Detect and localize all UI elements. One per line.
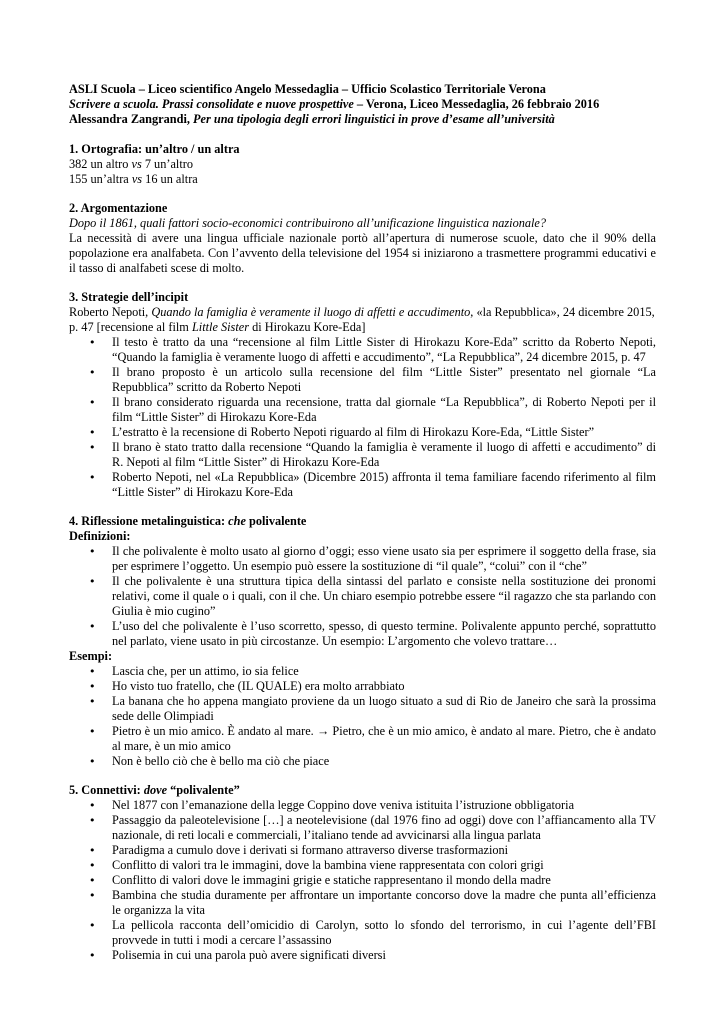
list-item: • Pietro è un mio amico. È andato al mare. → Pietro, che è un mio amico, è andato al mare. Pietro, che è andato al mare, è un mio amico	[69, 724, 656, 754]
definitions-label: Definizioni:	[69, 529, 131, 543]
section-1-heading: 1. Ortografia: un’altro / un altra	[69, 142, 240, 156]
section-4-heading	[69, 514, 656, 529]
conference-title: Scrivere a scuola. Prassi consolidate e nuove prospettive	[69, 97, 354, 111]
header-line-2	[69, 97, 656, 112]
list-item: • La banana che ho appena mangiato proviene da un luogo situato a sud di Rio de Janeiro che sarà la prossima sede delle Olimpiadi	[69, 694, 656, 724]
list-item: • Lascia che, per un attimo, io sia felice	[69, 664, 656, 679]
row-1-a: 382 un altro	[69, 157, 132, 171]
header-line-3	[69, 112, 656, 127]
section-argomentazione	[69, 201, 656, 276]
s5-heading-it: dove	[143, 783, 168, 797]
ortografia-row-1	[69, 157, 656, 172]
section-5-heading	[69, 783, 656, 798]
incipit-reference	[69, 305, 656, 335]
list-item: • L’uso del che polivalente è l’uso scorretto, spesso, di questo termine. Polivalente appunto perché, soprattutto nel parlato, viene usato in più circostanze. Un esempio: L’argomento che volevo trattare…	[69, 619, 656, 649]
list-item: • Ho visto tuo fratello, che (IL QUALE) era molto arrabbiato	[69, 679, 656, 694]
list-item: • Passaggio da paleotelevisione […] a neotelevisione (dal 1976 fino ad oggi) dove con l’affiancamento alla TV nazionale, di reti locali e commerciali, l’italiano tende ad avvicinarsi alla lingua parlata	[69, 813, 656, 843]
row-1-b: 7 un’altro	[141, 157, 193, 171]
row-2-b: 16 un altra	[142, 172, 198, 186]
ortografia-row-2	[69, 172, 656, 187]
row-2-vs: vs	[131, 172, 143, 186]
list-item: • Il testo è tratto da una “recensione al film Little Sister di Hirokazu Kore-Eda” scritto da Roberto Nepoti, “Quando la famiglia è veramente luogo di affetti e accudimento”, “La Repubblica”, 24 dicembre 2015, p. 47	[69, 335, 656, 365]
list-item: • Paradigma a cumulo dove i derivati si formano attraverso diverse trasformazioni	[69, 843, 656, 858]
s5-heading-b: “polivalente”	[167, 783, 240, 797]
s5-heading-a: 5. Connettivi:	[69, 783, 144, 797]
document-page	[69, 82, 656, 977]
ref-director: di Hirokazu Kore-Eda]	[249, 320, 366, 334]
section-che-polivalente	[69, 514, 656, 769]
list-item: • Il brano proposto è un articolo sulla recensione del film “Little Sister” presentato nel giornale “La Repubblica” scritto da Roberto Nepoti	[69, 365, 656, 395]
ref-author: Roberto Nepoti,	[69, 305, 152, 319]
argomentazione-question: Dopo il 1861, quali fattori socio-economici contribuirono all’unificazione linguistica nazionale?	[69, 216, 547, 230]
ref-article-title: Quando la famiglia è veramente il luogo di affetti e accudimento	[151, 305, 471, 319]
section-ortografia	[69, 142, 656, 187]
s4-heading-b: polivalente	[245, 514, 307, 528]
list-item: • Conflitto di valori dove le immagini grigie e statiche rappresentano il mondo della madre	[69, 873, 656, 888]
list-item: • La pellicola racconta dell’omicidio di Carolyn, sotto lo sfondo del terrorismo, in cui l’agente dell’FBI provvede in tutti i modi a cercare l’assassino	[69, 918, 656, 948]
list-item: • Nel 1877 con l’emanazione della legge Coppino dove veniva istituita l’istruzione obbligatoria	[69, 798, 656, 813]
section-3-heading: 3. Strategie dell’incipit	[69, 290, 189, 304]
list-item: • Il brano considerato riguarda una recensione, tratta dal giornale “La Repubblica”, di Roberto Nepoti per il film “Little Sister” di Hirokazu Kore-Eda	[69, 395, 656, 425]
connettivi-list	[69, 798, 656, 963]
header-line-1: ASLI Scuola – Liceo scientifico Angelo Messedaglia – Ufficio Scolastico Territoriale Verona	[69, 82, 546, 96]
row-1-vs: vs	[131, 157, 142, 171]
incipit-list	[69, 335, 656, 500]
list-item: • Il che polivalente è una struttura tipica della sintassi del parlato e consiste nella sostituzione dei pronomi relativi, come il quale o i quali, con il che. Un chiaro esempio potrebbe essere “il ragazzo che sta parlando con Giulia è mio cugino”	[69, 574, 656, 619]
definitions-list	[69, 544, 656, 649]
argomentazione-text: La necessità di avere una lingua ufficiale nazionale portò all’apertura di numerose scuole, dato che il 90% della popolazione era analfabeta. Con l’avvento della televisione del 1954 si iniziarono a trasmettere programmi educativi e il tasso di analfabeti scese di molto.	[69, 231, 656, 275]
list-item: • Non è bello ciò che è bello ma ciò che piace	[69, 754, 656, 769]
list-item: • Il brano è stato tratto dalla recensione “Quando la famiglia è veramente il luogo di affetti e accudimento” di R. Nepoti al film “Little Sister” di Hirokazu Kore-Eda	[69, 440, 656, 470]
document-header	[69, 82, 656, 127]
conference-venue: – Verona, Liceo Messedaglia, 26 febbraio 2016	[353, 97, 600, 111]
ref-source: , «la Repubblica», 24 dicembre 2015, p. 47 [recensione al film	[69, 305, 655, 334]
ref-film-title: Little Sister	[191, 320, 249, 334]
list-item: • Bambina che studia duramente per affrontare un importante concorso dove la madre che punta all’efficienza le organizza la vita	[69, 888, 656, 918]
list-item: • Il che polivalente è molto usato al giorno d’oggi; esso viene usato sia per esprimere il soggetto della frase, sia per esprimere l’oggetto. Un esempio può essere la sostituzione di “il quale”, “colui” con il “che”	[69, 544, 656, 574]
talk-title: Per una tipologia degli errori linguistici in prove d’esame all’università	[193, 112, 555, 126]
examples-list	[69, 664, 656, 769]
row-2-a: 155 un’altra	[69, 172, 132, 186]
s4-heading-a: 4. Riflessione metalinguistica:	[69, 514, 229, 528]
s4-heading-it: che	[228, 514, 246, 528]
author-name: Alessandra Zangrandi,	[69, 112, 194, 126]
list-item: • Polisemia in cui una parola può avere significati diversi	[69, 948, 656, 963]
section-connettivi	[69, 783, 656, 963]
examples-label: Esempi:	[69, 649, 113, 663]
list-item: • Roberto Nepoti, nel «La Repubblica» (Dicembre 2015) affronta il tema familiare facendo riferimento al film “Little Sister” di Hirokazu Kore-Eda	[69, 470, 656, 500]
section-2-heading: 2. Argomentazione	[69, 201, 168, 215]
list-item: • L’estratto è la recensione di Roberto Nepoti riguardo al film di Hirokazu Kore-Eda, “Little Sister”	[69, 425, 656, 440]
list-item: • Conflitto di valori tra le immagini, dove la bambina viene rappresentata con colori grigi	[69, 858, 656, 873]
section-incipit	[69, 290, 656, 500]
